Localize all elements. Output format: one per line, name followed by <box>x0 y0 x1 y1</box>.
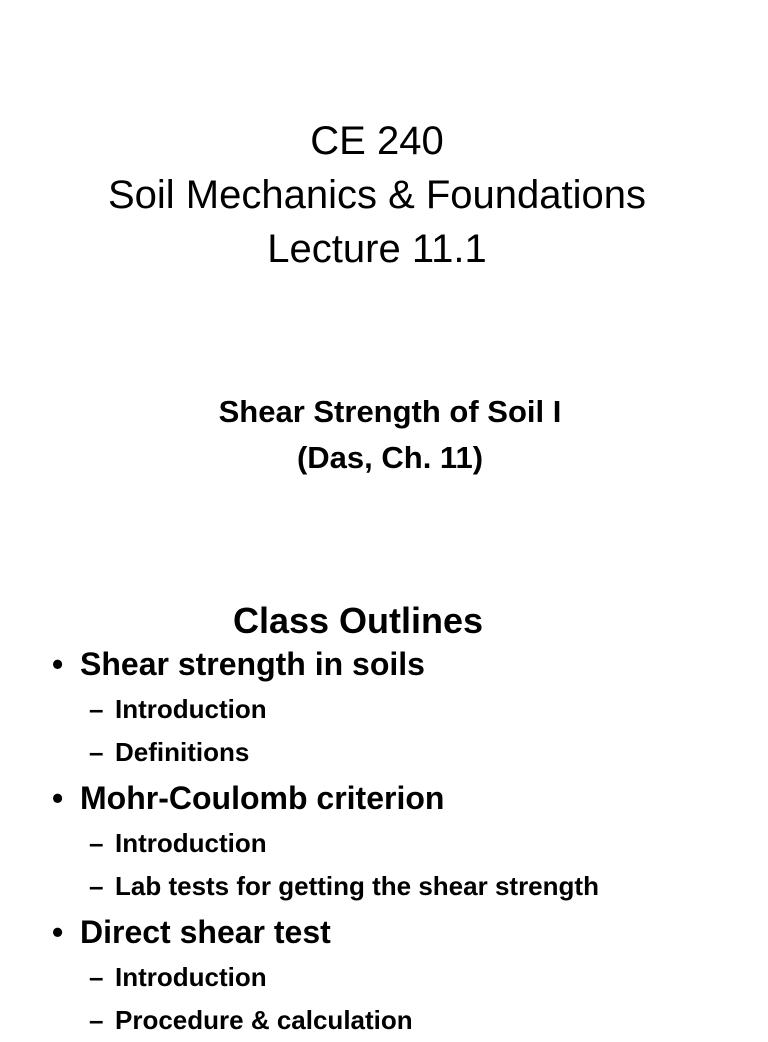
dash-icon: – <box>89 694 104 724</box>
slide-title <box>0 114 754 276</box>
topic-label: Mohr-Coulomb criterion <box>80 780 445 816</box>
sub-item-label: Introduction <box>115 694 267 724</box>
bullet-icon: • <box>52 646 64 682</box>
dash-icon: – <box>89 737 104 767</box>
sub-item <box>52 865 752 908</box>
slide-subtitle <box>0 389 768 481</box>
outline-heading: Class Outlines <box>232 600 484 641</box>
bullet-icon: • <box>52 914 64 950</box>
topic-label: Shear strength in soils <box>80 646 425 682</box>
textbook-reference: (Das, Ch. 11) <box>296 440 484 475</box>
dash-icon: – <box>89 828 104 858</box>
sub-list <box>52 688 752 774</box>
dash-icon: – <box>89 962 104 992</box>
dash-icon: – <box>89 1005 104 1035</box>
course-code: CE 240 <box>310 119 444 163</box>
sub-item-label: Definitions <box>115 737 250 767</box>
course-name: Soil Mechanics & Foundations <box>107 173 647 217</box>
sub-item <box>52 731 752 774</box>
sub-item <box>52 999 752 1042</box>
sub-item-label: Lab tests for getting the shear strength <box>115 871 599 901</box>
sub-list <box>52 956 752 1042</box>
sub-item-label: Introduction <box>115 828 267 858</box>
topic-label: Direct shear test <box>80 914 331 950</box>
sub-item-label: Introduction <box>115 962 267 992</box>
outline-topic <box>52 776 752 908</box>
lecture-topic: Shear Strength of Soil I <box>218 394 562 429</box>
dash-icon: – <box>89 871 104 901</box>
outline-topic <box>52 642 752 774</box>
lecture-number: Lecture 11.1 <box>267 227 487 271</box>
sub-list <box>52 822 752 908</box>
bullet-icon: • <box>52 780 64 816</box>
sub-item <box>52 688 752 731</box>
sub-item <box>52 822 752 865</box>
outline-list <box>52 640 752 1042</box>
sub-item <box>52 956 752 999</box>
outline-topic <box>52 910 752 1042</box>
sub-item-label: Procedure & calculation <box>115 1005 413 1035</box>
